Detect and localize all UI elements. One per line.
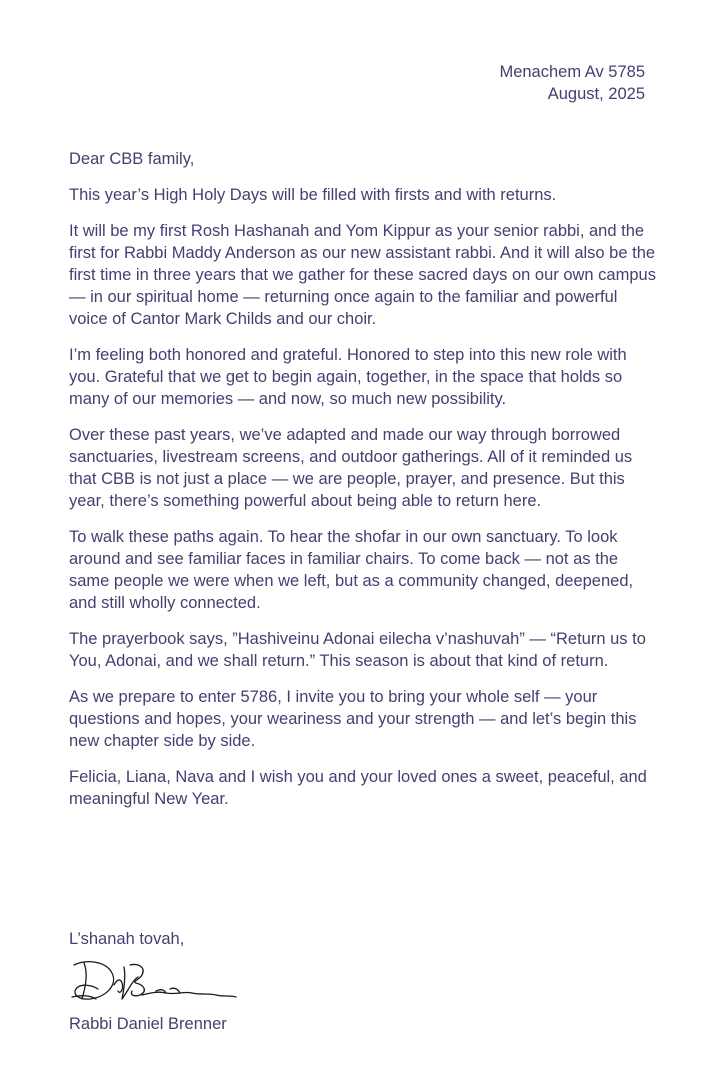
letter-body [69,148,659,824]
paragraph-intro: This year’s High Holy Days will be filled with firsts and with returns. [69,186,557,204]
paragraph-wishes: Felicia, Liana, Nava and I wish you and your loved ones a sweet, peaceful, and meaningful New Year. [69,768,647,808]
paragraph-return: To walk these paths again. To hear the shofar in our own sanctuary. To look around and see familiar faces in familiar chairs. To come back — not as the same people we were when we left, but as a community changed, deepened, and still wholly connected. [69,528,634,612]
paragraph-firsts: It will be my first Rosh Hashanah and Yom Kippur as your senior rabbi, and the first for Rabbi Maddy Anderson as our new assistant rabbi. And it will also be the first time in three years that we gather for these sacred days on our own campus — in our spiritual home — returning once again to the familiar and powerful voice of Cantor Mark Childs and our choir. [69,222,656,328]
gregorian-date: August, 2025 [547,84,645,103]
hebrew-date: Menachem Av 5785 [499,63,645,81]
signature [66,955,246,1015]
paragraph-5786: As we prepare to enter 5786, I invite you to bring your whole self — your questions and hopes, your weariness and your strength — and let’s begin this new chapter side by side. [69,688,637,750]
paragraph-past-years: Over these past years, we’ve adapted and made our way through borrowed sanctuaries, livestream screens, and outdoor gatherings. All of it reminded us that CBB is not just a place — we are people, prayer, and presence. But this year, there’s something powerful about being able to return here. [69,426,633,510]
date-block [499,62,645,105]
paragraph-prayerbook: The prayerbook says, ”Hashiveinu Adonai eilecha v’nashuvah” — “Return us to You, Adonai, and we shall return.” This season is about that kind of return. [69,630,646,670]
paragraph-honored: I’m feeling both honored and grateful. Honored to step into this new role with you. Grateful that we get to begin again, together, in the space that holds so many of our memories — and now, so much new possibility. [69,346,627,408]
signer-name: Rabbi Daniel Brenner [69,1015,227,1033]
closing: L’shanah tovah, [69,930,185,948]
greeting: Dear CBB family, [69,150,195,168]
